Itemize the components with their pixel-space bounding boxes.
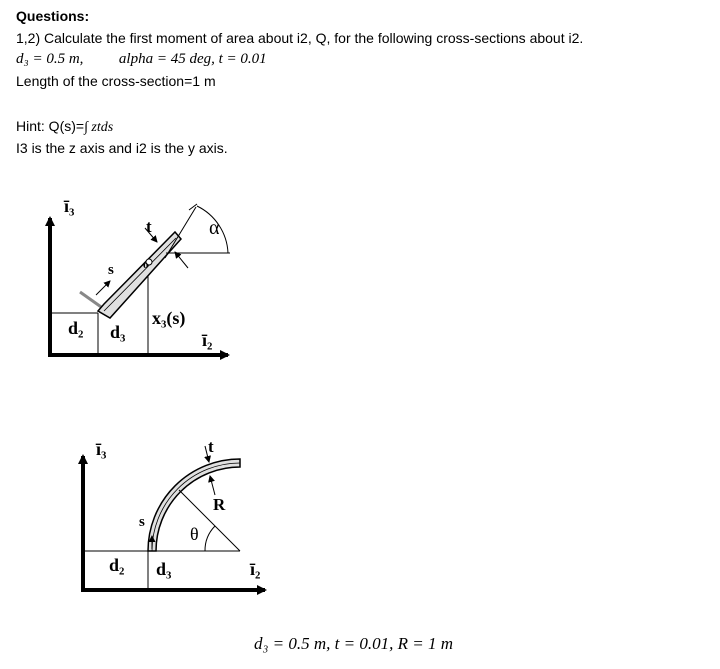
fig1-label-t: t [146, 217, 152, 236]
fig2-label-d3: d₃ [156, 559, 172, 579]
fig1-label-i2: ī₂ [202, 330, 213, 350]
hint-prefix: Hint: Q(s)= [16, 118, 85, 134]
fig2-label-d2: d₂ [109, 555, 125, 575]
figure-1 [48, 196, 230, 355]
heading: Questions: [16, 8, 90, 24]
fig1-extension-line [165, 207, 196, 258]
fig1-start-marker [80, 292, 104, 309]
given-values-2: d₃ = 0.5 m, t = 0.01, R = 1 m [254, 634, 453, 653]
fig2-label-t: t [208, 437, 214, 456]
fig1-label-i3: ī₃ [64, 196, 75, 216]
fig2-label-s: s [139, 514, 145, 530]
fig1-label-x3s: x₃(s) [152, 308, 186, 328]
length-text: Length of the cross-section=1 m [16, 73, 216, 89]
hint-formula: ∫ ztds [84, 120, 114, 135]
fig1-plate-midline [104, 238, 176, 311]
fig1-label-s: s [108, 262, 114, 278]
axes-note: I3 is the z axis and i2 is the y axis. [16, 140, 228, 156]
fig1-s-arrow [96, 281, 110, 295]
fig2-label-theta: θ [190, 524, 199, 544]
fig2-radius-line [179, 490, 240, 551]
fig1-label-d2: d₂ [68, 318, 84, 338]
figure-2 [81, 437, 265, 590]
fig2-label-i2: ī₂ [250, 559, 261, 579]
fig2-theta-arc [205, 526, 215, 551]
fig2-label-i3: ī₃ [96, 439, 107, 459]
fig2-t-arrow-2 [210, 476, 215, 495]
given-d3: d₃ = 0.5 m, [16, 51, 84, 67]
fig1-label-d3: d₃ [110, 322, 126, 342]
given-alpha-t: alpha = 45 deg, t = 0.01 [118, 51, 267, 67]
fig1-label-alpha: α [209, 217, 220, 239]
fig1-label-o: o [143, 259, 149, 271]
fig1-t-arrow-2 [175, 252, 188, 268]
question-text: 1,2) Calculate the first moment of area about i2, Q, for the following cross-sections about i2. [16, 30, 584, 46]
fig2-label-R: R [213, 495, 226, 514]
